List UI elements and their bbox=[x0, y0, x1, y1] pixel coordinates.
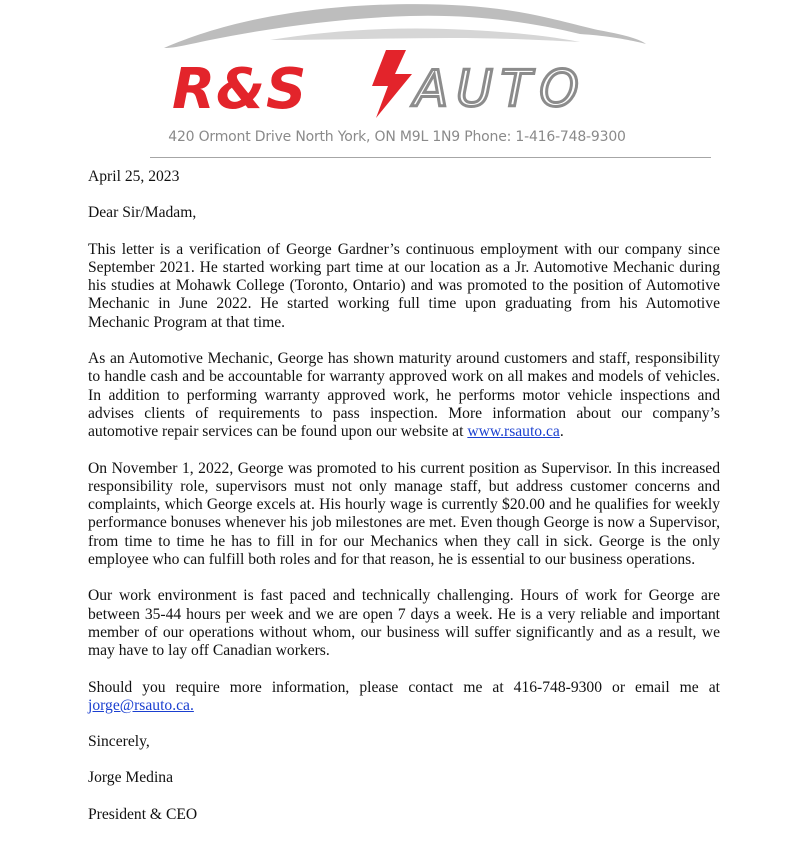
email-link[interactable]: jorge@rsauto.ca. bbox=[88, 696, 194, 714]
company-address: 420 Ormont Drive North York, ON M9L 1N9 Phone: 1-416-748-9300 bbox=[168, 129, 626, 145]
salutation: Dear Sir/Madam, bbox=[88, 204, 197, 222]
paragraph-end-period: . bbox=[559, 423, 564, 441]
paragraph-contact bbox=[88, 679, 720, 716]
paragraph-employment: This letter is a verification of George Gardner’s continuous employment with our company since September 2021. He started working part time at our location as a Jr. Automotive Mechanic during his studies at Mohawk College (Toronto, Ontario) and was promoted to the position of Automotive Mechanic in June 2022. He started working full time upon graduating from his Automotive Mechanic Program at that time. bbox=[88, 240, 720, 331]
lightning-bolt-icon bbox=[372, 50, 412, 118]
signer-title: President & CEO bbox=[88, 805, 198, 823]
closing: Sincerely, bbox=[88, 733, 150, 751]
paragraph-promotion: On November 1, 2022, George was promoted to his current position as Supervisor. In this increased responsibility role, supervisors must not only manage staff, but address customer concerns and complaints, which George excels at. His hourly wage is currently $20.00 and he qualifies for weekly performance bonuses whenever his job milestones are met. Even though George is now a Supervisor, from time to time he has to fill in for our Mechanics when they call in sick. George is the only employee who can fulfill both roles and for that reason, he is essential to our business operations. bbox=[88, 459, 720, 569]
brand-rs-text: R&S bbox=[172, 57, 308, 122]
letter-body bbox=[88, 168, 720, 824]
header-divider bbox=[150, 157, 711, 158]
paragraph-contact-text: Should you require more information, please contact me at 416-748-9300 or email me at bbox=[88, 678, 720, 696]
website-link[interactable]: www.rsauto.ca bbox=[467, 423, 560, 441]
paragraph-responsibilities bbox=[88, 350, 720, 441]
company-logo bbox=[150, 0, 650, 125]
paragraph-responsibilities-text: As an Automotive Mechanic, George has shown maturity around customers and staff, responsibility to handle cash and be accountable for warranty approved work on all makes and models of vehicles. In addition to performing warranty approved work, he performs motor vehicle inspections and advises clients of requirements to pass inspection. More information about our company’s automotive repair services can be found upon our website at bbox=[88, 350, 720, 441]
signer-name: Jorge Medina bbox=[88, 769, 174, 787]
paragraph-work-environment: Our work environment is fast paced and technically challenging. Hours of work for George are between 35-44 hours per week and we are open 7 days a week. He is a very reliable and important member of our operations without whom, our business will suffer significantly and as a result, we may have to lay off Canadian workers. bbox=[88, 587, 720, 660]
brand-auto-text: AUTO bbox=[414, 60, 587, 118]
letter-date: April 25, 2023 bbox=[88, 168, 180, 185]
